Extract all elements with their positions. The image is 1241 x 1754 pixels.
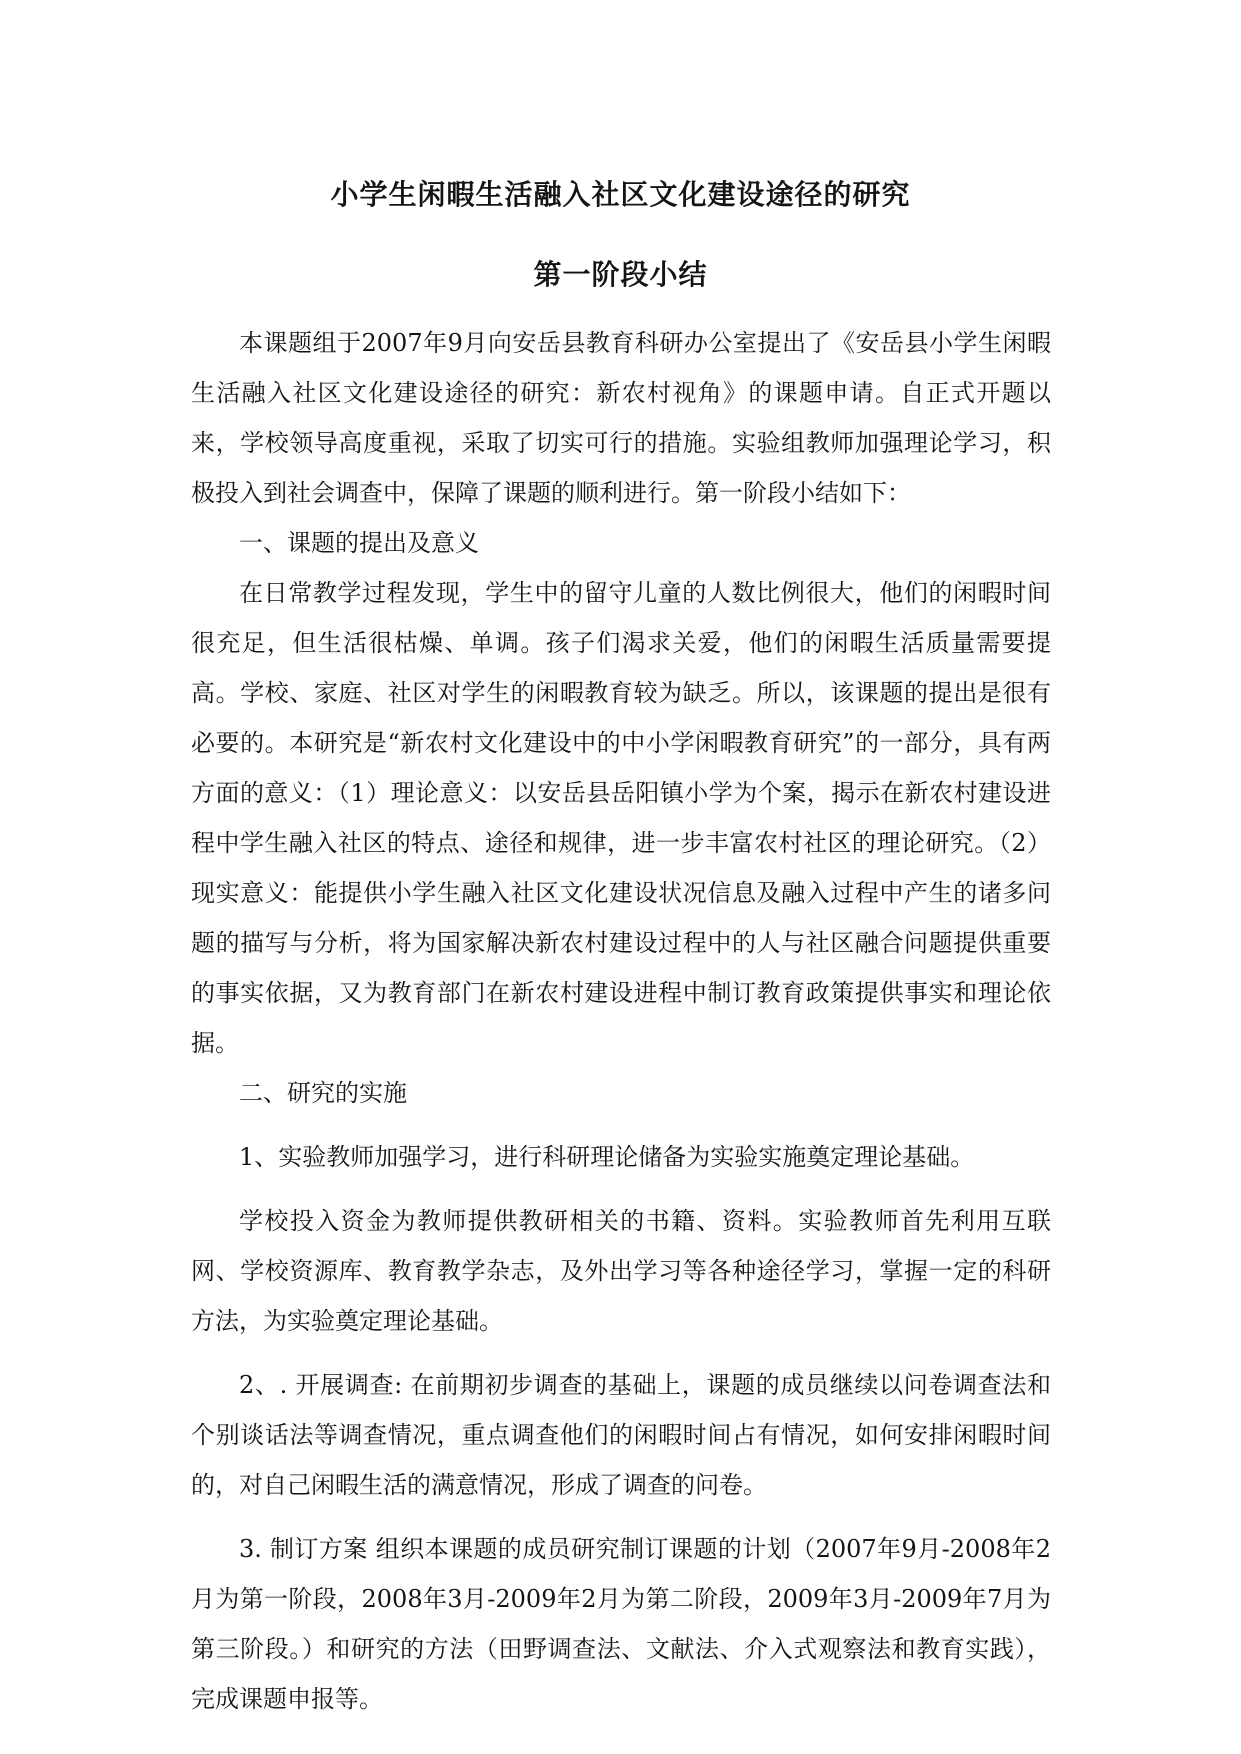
implementation-item-1-detail: 学校投入资金为教师提供教研相关的书籍、资料。实验教师首先利用互联网、学校资源库、教育教学杂志，及外出学习等各种途径学习，掌握一定的科研方法，为实验奠定理论基础。 (191, 1207, 1051, 1335)
section-heading-1: 一、课题的提出及意义 (239, 529, 479, 557)
document-title: 小学生闲暇生活融入社区文化建设途径的研究 (330, 178, 911, 211)
implementation-item-3: 3. 制订方案 组织本课题的成员研究制订课题的计划（2007年9月-2008年2月为第一阶段，2008年3月-2009年2月为第二阶段，2009年3月-2009年7月为第三阶段。）和研究的方法（田野调查法、文献法、介入式观察法和教育实践），完成课题申报等。 (191, 1535, 1051, 1713)
intro-paragraph: 本课题组于2007年9月向安岳县教育科研办公室提出了《安岳县小学生闲暇生活融入社区文化建设途径的研究：新农村视角》的课题申请。自正式开题以来，学校领导高度重视，采取了切实可行的措施。实验组教师加强理论学习，积极投入到社会调查中，保障了课题的顺利进行。第一阶段小结如下： (191, 329, 1051, 507)
implementation-item-2: 2、. 开展调查: 在前期初步调查的基础上，课题的成员继续以问卷调查法和个别谈话法等调查情况，重点调查他们的闲暇时间占有情况，如何安排闲暇时间的，对自己闲暇生活的满意情况，形成了调查的问卷。 (191, 1371, 1051, 1499)
implementation-item-1: 1、实验教师加强学习，进行科研理论储备为实验实施奠定理论基础。 (239, 1143, 975, 1171)
section-heading-2: 二、研究的实施 (239, 1079, 407, 1107)
significance-paragraph: 在日常教学过程发现，学生中的留守儿童的人数比例很大，他们的闲暇时间很充足，但生活很枯燥、单调。孩子们渴求关爱，他们的闲暇生活质量需要提高。学校、家庭、社区对学生的闲暇教育较为缺乏。所以，该课题的提出是很有必要的。本研究是“新农村文化建设中的中小学闲暇教育研究”的一部分，具有两方面的意义：（1）理论意义：以安岳县岳阳镇小学为个案，揭示在新农村建设进程中学生融入社区的特点、途径和规律，进一步丰富农村社区的理论研究。（2）现实意义：能提供小学生融入社区文化建设状况信息及融入过程中产生的诸多问题的描写与分析，将为国家解决新农村建设过程中的人与社区融合问题提供重要的事实依据，又为教育部门在新农村建设进程中制订教育政策提供事实和理论依据。 (191, 579, 1051, 1057)
document-subtitle: 第一阶段小结 (533, 258, 708, 291)
document-body (191, 318, 1051, 1724)
